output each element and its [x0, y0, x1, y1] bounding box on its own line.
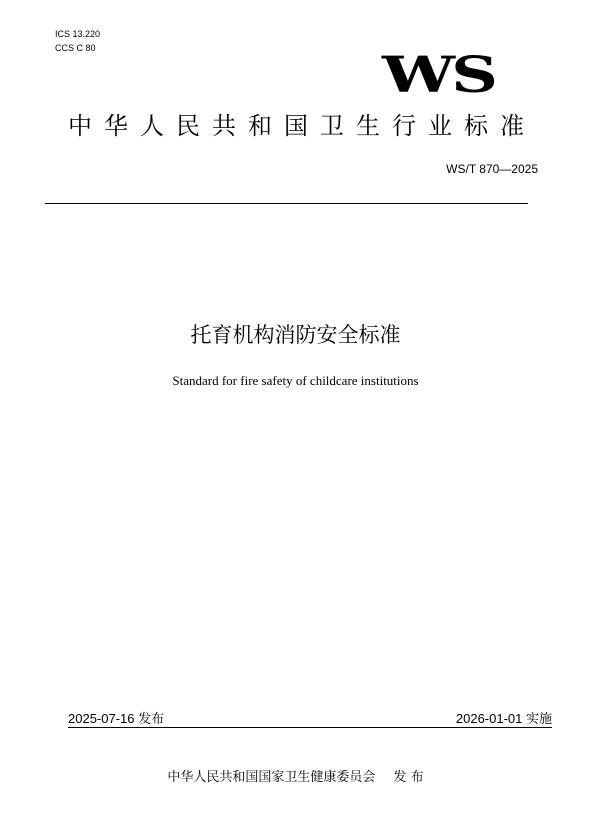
document-title-english: Standard for fire safety of childcare institutions	[172, 373, 419, 388]
ws-logo: WS	[382, 45, 495, 104]
ccs-code: CCS C 80	[55, 43, 96, 53]
issuer-line	[0, 769, 591, 787]
industry-standard-heading: 中华人民共和国卫生行业标准	[68, 112, 536, 140]
issue-word: 发 布	[393, 770, 424, 785]
issuer-name: 中华人民共和国国家卫生健康委员会	[167, 770, 376, 785]
standard-number: WS/T 870—2025	[446, 162, 538, 176]
footer-divider	[68, 727, 552, 728]
header-divider	[45, 203, 528, 204]
publish-date: 2025-07-16 发布	[68, 711, 165, 726]
document-title-chinese: 托育机构消防安全标准	[190, 323, 401, 347]
implement-date: 2026-01-01 实施	[455, 711, 552, 726]
ics-code: ICS 13.220	[55, 29, 101, 39]
